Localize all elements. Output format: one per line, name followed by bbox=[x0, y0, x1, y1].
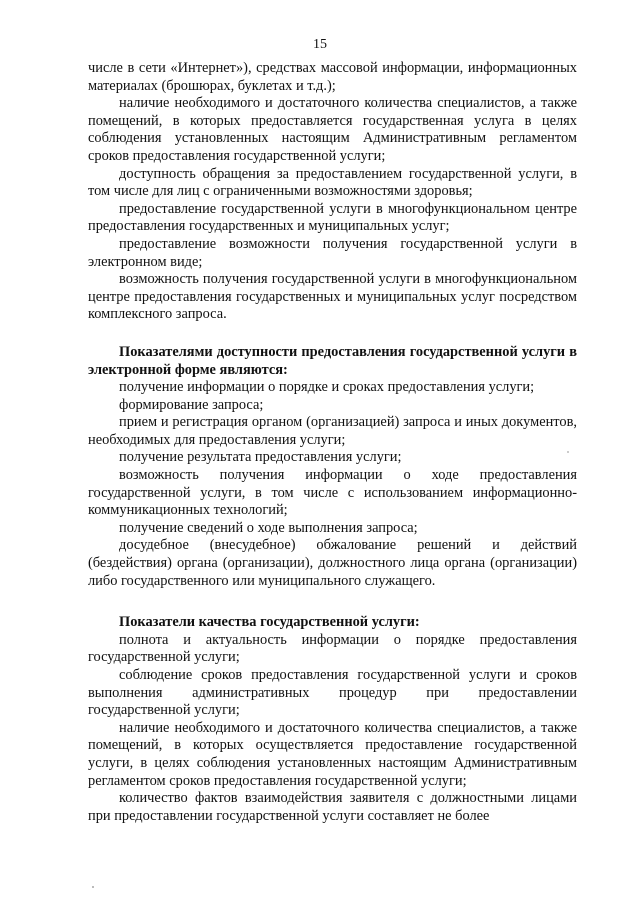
section-heading-quality: Показатели качества государственной услуги: bbox=[119, 614, 420, 631]
list-item: количество фактов взаимодействия заявителя с должностными лицами при предоставлении государственной услуги составляет не более bbox=[88, 790, 577, 824]
scan-speck bbox=[92, 886, 94, 888]
list-item: наличие необходимого и достаточного количества специалистов, а также помещений, в которых осуществляется предоставление государственной услуги, в целях соблюдения установленных настоящим Административным регламентом сроков предоставления государственной услуги; bbox=[88, 719, 577, 789]
page-body bbox=[88, 60, 577, 825]
list-item: получение результата предоставления услуги; bbox=[119, 449, 402, 466]
section-heading-electronic: Показателями доступности предоставления государственной услуги в электронной форме являются: bbox=[88, 343, 577, 378]
spacer bbox=[88, 324, 577, 344]
paragraph-specialists: наличие необходимого и достаточного количества специалистов, а также помещений, в которых предоставляется государственная услуга в целях соблюдения установленных настоящим Административным регламентом сроков предоставления государственной услуги; bbox=[88, 95, 577, 164]
list-item: соблюдение сроков предоставления государственной услуги и сроков выполнения административных процедур при предоставлении государственной услуги; bbox=[88, 667, 577, 719]
paragraph-complex-request: возможность получения государственной услуги в многофункциональном центре предоставления государственных и муниципальных услуг посредством комплексного запроса. bbox=[88, 271, 577, 323]
list-item: досудебное (внесудебное) обжалование решений и действий (бездействия) органа (организации), должностного лица органа (организации) либо государственного или муниципального служащего. bbox=[88, 537, 577, 589]
list-item: получение сведений о ходе выполнения запроса; bbox=[119, 519, 418, 536]
page-number: 15 bbox=[313, 37, 327, 52]
list-item: полнота и актуальность информации о порядке предоставления государственной услуги; bbox=[88, 631, 577, 666]
spacer bbox=[88, 590, 577, 614]
list-item: получение информации о порядке и сроках предоставления услуги; bbox=[119, 379, 535, 396]
list-item: прием и регистрация органом (организацией) запроса и иных документов, необходимых для предоставления услуги; bbox=[88, 414, 577, 448]
paragraph-continuation: числе в сети «Интернет»), средствах массовой информации, информационных материалах (брошюрах, буклетах и т.д.); bbox=[88, 60, 577, 94]
paragraph-accessibility: доступность обращения за предоставлением государственной услуги, в том числе для лиц с ограниченными возможностями здоровья; bbox=[88, 165, 577, 200]
paragraph-mfc: предоставление государственной услуги в многофункциональном центре предоставления государственных и муниципальных услуг; bbox=[88, 200, 577, 235]
list-item: возможность получения информации о ходе предоставления государственной услуги, в том числе с использованием информационно-коммуникационных технологий; bbox=[88, 467, 577, 519]
scan-speck bbox=[567, 451, 569, 453]
list-item: формирование запроса; bbox=[119, 396, 264, 413]
paragraph-electronic: предоставление возможности получения государственной услуги в электронном виде; bbox=[88, 235, 577, 270]
